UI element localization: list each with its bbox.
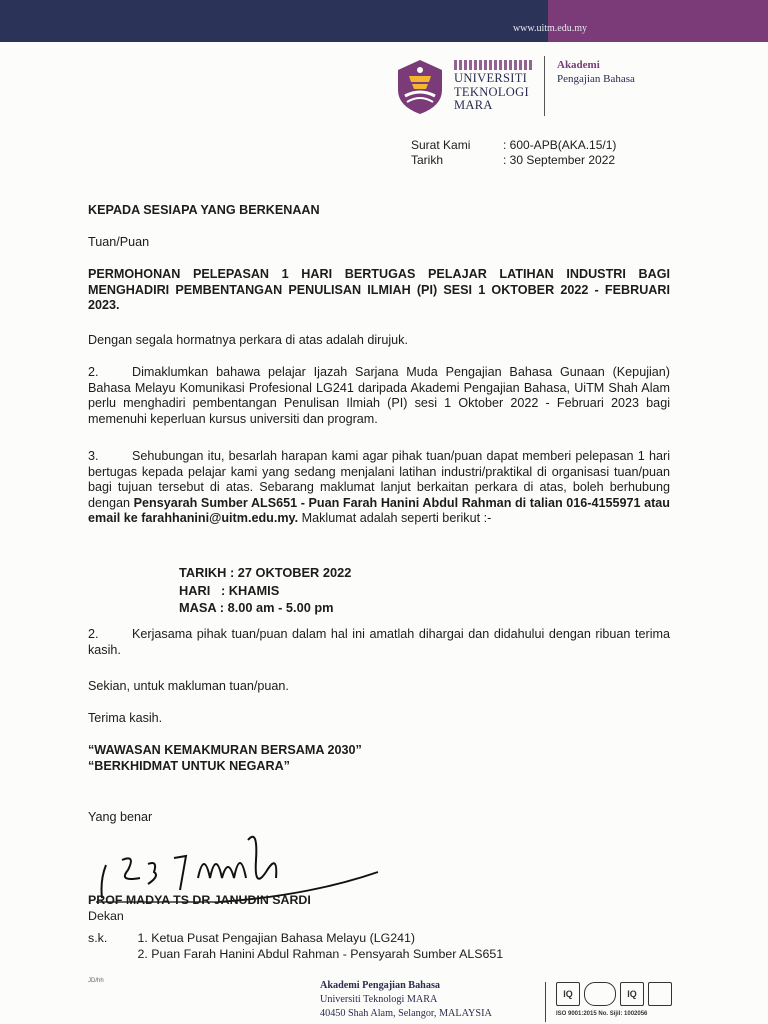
university-name bbox=[454, 60, 534, 113]
date-value: : 30 September 2022 bbox=[503, 153, 616, 167]
salutation: Tuan/Puan bbox=[88, 235, 150, 249]
signer-name: PROF MADYA TS DR JANUDIN SARDI bbox=[88, 893, 311, 907]
top-banner-navy bbox=[0, 0, 588, 42]
event-details bbox=[179, 564, 351, 617]
cc-list bbox=[137, 930, 503, 962]
yang-benar: Yang benar bbox=[88, 810, 153, 824]
paragraph-number: 3. bbox=[88, 449, 99, 463]
motto-2: “BERKHIDMAT UNTUK NEGARA” bbox=[88, 759, 290, 773]
university-line: UNIVERSITI bbox=[454, 71, 528, 85]
footer-divider bbox=[545, 982, 546, 1022]
paragraph-3 bbox=[88, 449, 670, 527]
top-banner-purple bbox=[548, 0, 768, 42]
signer-block bbox=[88, 892, 311, 924]
jawi-script-icon bbox=[454, 60, 534, 70]
contact-details: Pensyarah Sumber ALS651 - Puan Farah Hanini Abdul Rahman di talian 016-4155971 atau email ke farahhanini@uitm.edu.my. bbox=[88, 495, 670, 526]
recipient: KEPADA SESIAPA YANG BERKENAAN bbox=[88, 203, 320, 217]
sirim-cert-icon bbox=[584, 982, 616, 1006]
address-line: Akademi Pengajian Bahasa bbox=[320, 980, 441, 991]
footer-address bbox=[320, 979, 492, 1021]
ref-label: Surat Kami bbox=[411, 138, 471, 152]
iso-certificate: ISO 9001:2015 No. Sijil: 1002056 bbox=[556, 1011, 648, 1017]
iq-cert-icon: IQ bbox=[620, 982, 644, 1006]
address-line: Universiti Teknologi MARA bbox=[320, 994, 438, 1005]
ref-value: : 600-APB(AKA.15/1) bbox=[503, 138, 617, 152]
cc-item: 2. Puan Farah Hanini Abdul Rahman - Pensyarah Sumber ALS651 bbox=[137, 947, 504, 961]
thanks-line: Terima kasih. bbox=[88, 711, 163, 725]
uitm-crest-icon bbox=[395, 58, 445, 116]
faculty-line-2: Pengajian Bahasa bbox=[557, 73, 635, 85]
subject: PERMOHONAN PELEPASAN 1 HARI BERTUGAS PELAJAR LATIHAN INDUSTRI BAGI MENGHADIRI PEMBENTANGAN PENULISAN ILMIAH (PI) SESI 1 OKTOBER 2022 - FEBRUARI 2023. bbox=[88, 267, 670, 313]
paragraph-text: Maklumat adalah seperti berikut :- bbox=[298, 511, 492, 526]
date-label: Tarikh bbox=[411, 153, 444, 167]
university-line: TEKNOLOGI bbox=[454, 84, 529, 99]
university-line: MARA bbox=[454, 98, 493, 112]
top-banner bbox=[0, 0, 768, 42]
header-divider bbox=[544, 56, 545, 116]
event-day: HARI : KHAMIS bbox=[179, 582, 280, 598]
signer-title: Dekan bbox=[88, 909, 124, 923]
iqnet-cert-icon bbox=[648, 982, 672, 1006]
event-date: TARIKH : 27 OKTOBER 2022 bbox=[179, 565, 352, 580]
paragraph-text: Dimaklumkan bahawa pelajar Ijazah Sarjana Muda Pengajian Bahasa Gunaan (Kepujian) Bahasa Melayu Komunikasi Profesional LG241 daripada Akademi Pengajian Bahasa, UiTM Shah Alam perlu menghadiri pembentangan Penulisan Ilmiah (PI) sesi 1 Oktober 2022 - Februari 2023 bagi memenuhi keperluan kursus universiti dan program. bbox=[88, 365, 670, 426]
closing-line: Sekian, untuk makluman tuan/puan. bbox=[88, 679, 289, 693]
iq-cert-icon: IQ bbox=[556, 982, 580, 1006]
address-line: 40450 Shah Alam, Selangor, MALAYSIA bbox=[320, 1008, 492, 1019]
motto-1: “WAWASAN KEMAKMURAN BERSAMA 2030” bbox=[88, 743, 362, 757]
cc-label: s.k. bbox=[88, 931, 108, 945]
reference-block bbox=[411, 138, 616, 168]
paragraph-number: 2. bbox=[88, 365, 99, 379]
paragraph-text: Sehubungan itu, besarlah harapan kami agar pihak tuan/puan dapat memberi pelepasan 1 hari bertugas kepada pelajar kami yang sedang menjalani latihan industri/praktikal di organisasi tuan/puan bagi tujuan tersebut di atas. Sebarang maklumat lanjut berkaitan perkara di atas, boleh berhubung dengan bbox=[88, 449, 670, 510]
paragraph-4 bbox=[88, 627, 670, 658]
website-url: www.uitm.edu.my bbox=[512, 23, 588, 34]
paragraph-text: Kerjasama pihak tuan/puan dalam hal ini amatlah dihargai dan didahului dengan ribuan terima kasih. bbox=[88, 627, 670, 657]
paragraph-2 bbox=[88, 365, 670, 427]
opening-line: Dengan segala hormatnya perkara di atas adalah dirujuk. bbox=[88, 333, 408, 347]
cc-block bbox=[88, 930, 503, 962]
faculty-name bbox=[557, 58, 635, 86]
event-time: MASA : 8.00 am - 5.00 pm bbox=[179, 600, 334, 615]
faculty-line-1: Akademi bbox=[557, 59, 600, 71]
initials: JD/hh bbox=[88, 978, 104, 984]
cc-item: 1. Ketua Pusat Pengajian Bahasa Melayu (LG241) bbox=[137, 931, 416, 945]
certification-logos bbox=[556, 982, 672, 1006]
paragraph-number: 2. bbox=[88, 627, 99, 641]
